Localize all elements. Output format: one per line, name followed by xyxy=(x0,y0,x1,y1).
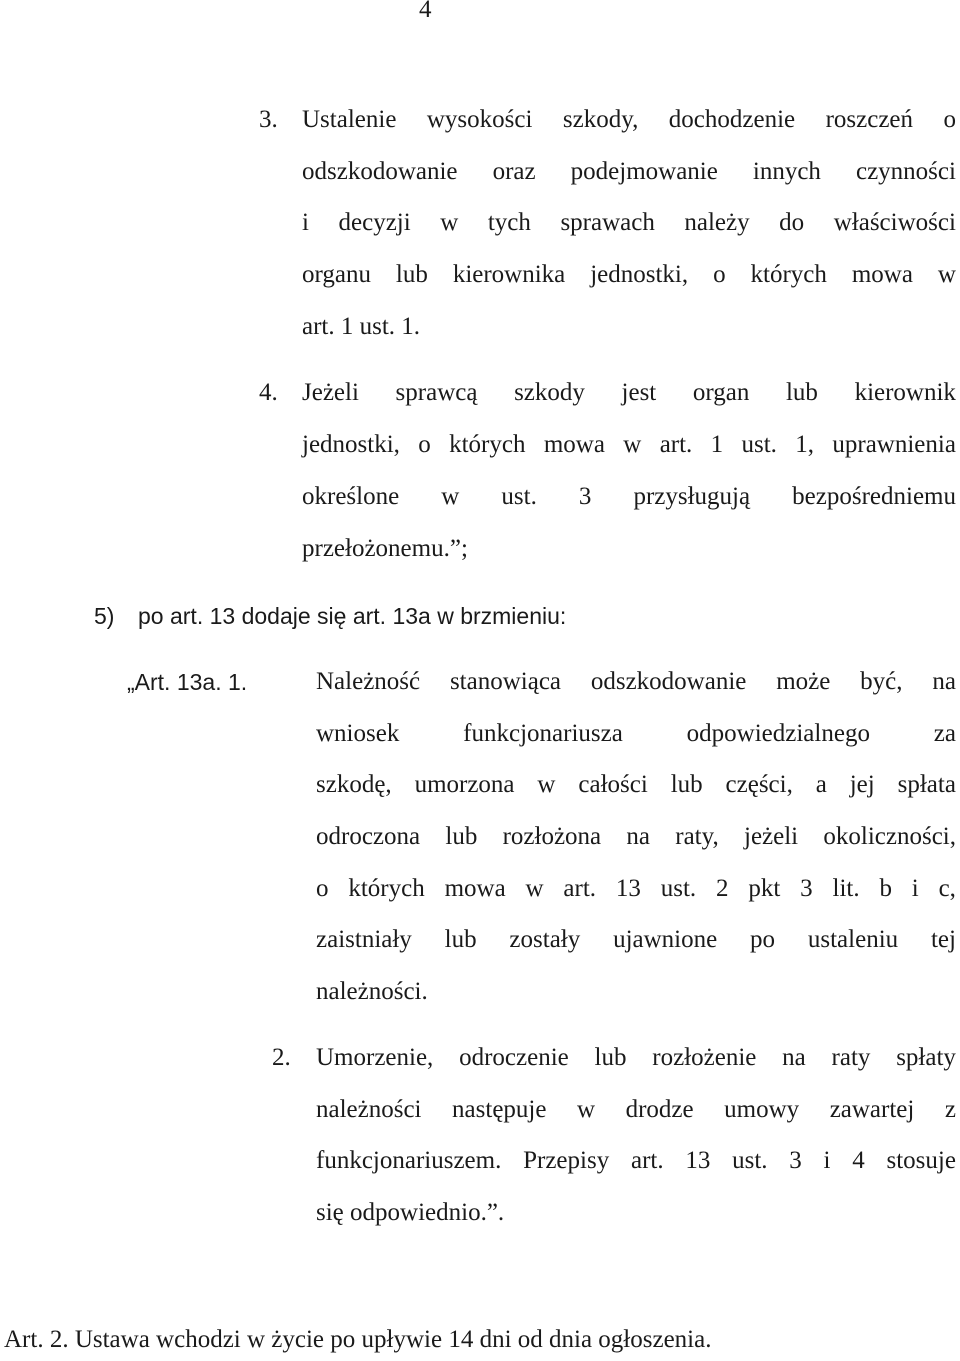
art-13a-para1-line-1 xyxy=(316,669,956,694)
word: i xyxy=(302,209,309,236)
point-5-text: po art. 13 dodaje się art. 13a w brzmieniu: xyxy=(138,603,567,629)
art-13a-para2-number: 2. xyxy=(272,1044,291,1071)
word: kierownika xyxy=(452,261,566,288)
word: Należność xyxy=(316,668,421,695)
word: lub xyxy=(785,379,818,406)
item-3-line-1 xyxy=(302,107,956,132)
word: lub xyxy=(444,926,477,953)
word: funkcjonariusza xyxy=(463,720,623,747)
word: w xyxy=(623,431,642,458)
word: w xyxy=(537,771,556,798)
word: na xyxy=(626,823,650,850)
art-13a-para1-line-3 xyxy=(316,772,956,797)
word: czynności xyxy=(855,158,956,185)
word: lub xyxy=(445,823,478,850)
word: jest xyxy=(621,379,657,406)
word: i xyxy=(823,1147,831,1174)
point-5-label: 5) xyxy=(94,603,115,629)
word: szkody, xyxy=(562,106,639,133)
word: podejmowanie xyxy=(570,158,718,185)
art-13a-para1-line-6 xyxy=(316,927,956,952)
word: w xyxy=(440,209,459,236)
word: Umorzenie, xyxy=(316,1044,434,1071)
word: decyzji xyxy=(338,209,411,236)
page-number: 4 xyxy=(419,0,432,23)
word: po xyxy=(750,926,776,953)
word: jednostki, xyxy=(302,431,400,458)
word: szkody xyxy=(514,379,585,406)
item-4-number: 4. xyxy=(259,379,278,406)
art-13a-para1-line-4 xyxy=(316,824,956,849)
word: pkt xyxy=(748,875,781,902)
word: rozłożenie xyxy=(652,1044,757,1071)
word: należy xyxy=(684,209,750,236)
word: Przepisy xyxy=(523,1147,610,1174)
word: właściwości xyxy=(833,209,956,236)
item-4-line-3 xyxy=(302,484,956,509)
word: jej xyxy=(849,771,875,798)
art-13a-para2-line-3 xyxy=(316,1148,956,1173)
word: całości xyxy=(578,771,648,798)
word: ust. xyxy=(660,875,697,902)
word: oraz xyxy=(492,158,536,185)
word: organ xyxy=(692,379,750,406)
word: ust. xyxy=(741,431,777,458)
word: o xyxy=(713,261,726,288)
word: o xyxy=(418,431,431,458)
word: uprawnienia xyxy=(832,431,956,458)
word: c, xyxy=(938,875,956,902)
art-13a-para1-line-2 xyxy=(316,721,956,746)
word: lub xyxy=(395,261,428,288)
word: b xyxy=(879,875,892,902)
word: stanowiąca xyxy=(449,668,562,695)
word: ustaleniu xyxy=(807,926,899,953)
word: jeżeli xyxy=(744,823,799,850)
word: lub xyxy=(594,1044,627,1071)
word: o xyxy=(316,875,329,902)
word: następuje xyxy=(452,1096,547,1123)
word: bezpośredniemu xyxy=(792,483,956,510)
word: art. xyxy=(630,1147,664,1174)
word: w xyxy=(441,483,460,510)
word: na xyxy=(932,668,956,695)
word: do xyxy=(779,209,805,236)
word: umowy xyxy=(724,1096,800,1123)
word: sprawach xyxy=(560,209,655,236)
word: 4 xyxy=(852,1147,865,1174)
word: umorzona xyxy=(414,771,515,798)
word: wysokości xyxy=(426,106,533,133)
word: określone xyxy=(302,483,400,510)
art-13a-para2-line-1 xyxy=(316,1045,956,1070)
word: spłaty xyxy=(896,1044,956,1071)
word: odszkodowanie xyxy=(590,668,747,695)
item-4-line-2 xyxy=(302,432,956,457)
word: 13 xyxy=(615,875,641,902)
art-13a-para2-line-4: się odpowiednio.”. xyxy=(316,1199,505,1226)
word: dochodzenie xyxy=(668,106,796,133)
word: Ustalenie xyxy=(302,106,397,133)
word: Jeżeli xyxy=(302,379,359,406)
art-13a-para1-line-7: należności. xyxy=(316,978,428,1005)
word: ust. xyxy=(501,483,537,510)
word: przysługują xyxy=(633,483,751,510)
word: zawartej xyxy=(829,1096,915,1123)
word: za xyxy=(933,720,956,747)
word: odroczona xyxy=(316,823,421,850)
word: rozłożona xyxy=(502,823,602,850)
word: a xyxy=(815,771,827,798)
word: w xyxy=(525,875,544,902)
word: może xyxy=(776,668,831,695)
word: raty xyxy=(831,1044,871,1071)
word: organu xyxy=(302,261,371,288)
word: ust. xyxy=(732,1147,768,1174)
word: odpowiedzialnego xyxy=(686,720,870,747)
word: części, xyxy=(725,771,793,798)
word: raty, xyxy=(675,823,719,850)
word: spłata xyxy=(897,771,956,798)
word: szkodę, xyxy=(316,771,392,798)
word: odszkodowanie xyxy=(302,158,458,185)
word: art. xyxy=(563,875,597,902)
word: drodze xyxy=(625,1096,694,1123)
word: innych xyxy=(752,158,821,185)
word: mowa xyxy=(444,875,506,902)
item-4-line-4: przełożonemu.”; xyxy=(302,535,468,562)
item-3-line-3 xyxy=(302,210,956,235)
word: których xyxy=(449,431,526,458)
word: 3 xyxy=(578,483,592,510)
item-3-number: 3. xyxy=(259,106,278,133)
word: których xyxy=(750,261,827,288)
word: roszczeń xyxy=(825,106,914,133)
word: o xyxy=(943,106,956,133)
word: mowa xyxy=(851,261,913,288)
word: 1 xyxy=(710,431,724,458)
word: mowa xyxy=(543,431,605,458)
art-13a-para1-line-5 xyxy=(316,876,956,901)
word: funkcjonariuszem. xyxy=(316,1147,502,1174)
word: lit. xyxy=(832,875,860,902)
word: być, xyxy=(860,668,903,695)
word: 3 xyxy=(789,1147,802,1174)
word: wniosek xyxy=(316,720,400,747)
word: 1, xyxy=(795,431,815,458)
word: i xyxy=(911,875,919,902)
art-13a-para2-line-2 xyxy=(316,1097,956,1122)
word: w xyxy=(577,1096,596,1123)
word: art. xyxy=(659,431,693,458)
word: z xyxy=(944,1096,956,1123)
word: kierownik xyxy=(854,379,956,406)
word: jednostki, xyxy=(590,261,689,288)
word: których xyxy=(348,875,425,902)
item-3-line-5: art. 1 ust. 1. xyxy=(302,313,421,340)
word: 2 xyxy=(716,875,729,902)
word: odroczenie xyxy=(459,1044,569,1071)
item-4-line-1 xyxy=(302,380,956,405)
word: 3 xyxy=(800,875,813,902)
word: zostały xyxy=(509,926,581,953)
item-3-line-4 xyxy=(302,262,956,287)
word: stosuje xyxy=(886,1147,956,1174)
art-2-text: Art. 2. Ustawa wchodzi w życie po upływie 14 dni od dnia ogłoszenia. xyxy=(4,1326,712,1353)
word: tej xyxy=(930,926,956,953)
word: na xyxy=(782,1044,806,1071)
word: zaistniały xyxy=(316,926,412,953)
word: lub xyxy=(670,771,703,798)
word: należności xyxy=(316,1096,422,1123)
word: tych xyxy=(487,209,531,236)
word: w xyxy=(937,261,956,288)
word: ujawnione xyxy=(613,926,718,953)
art-13a-heading: „Art. 13a. 1. xyxy=(127,669,248,695)
word: sprawcą xyxy=(395,379,478,406)
word: okoliczności, xyxy=(823,823,956,850)
word: 13 xyxy=(685,1147,711,1174)
item-3-line-2 xyxy=(302,159,956,184)
